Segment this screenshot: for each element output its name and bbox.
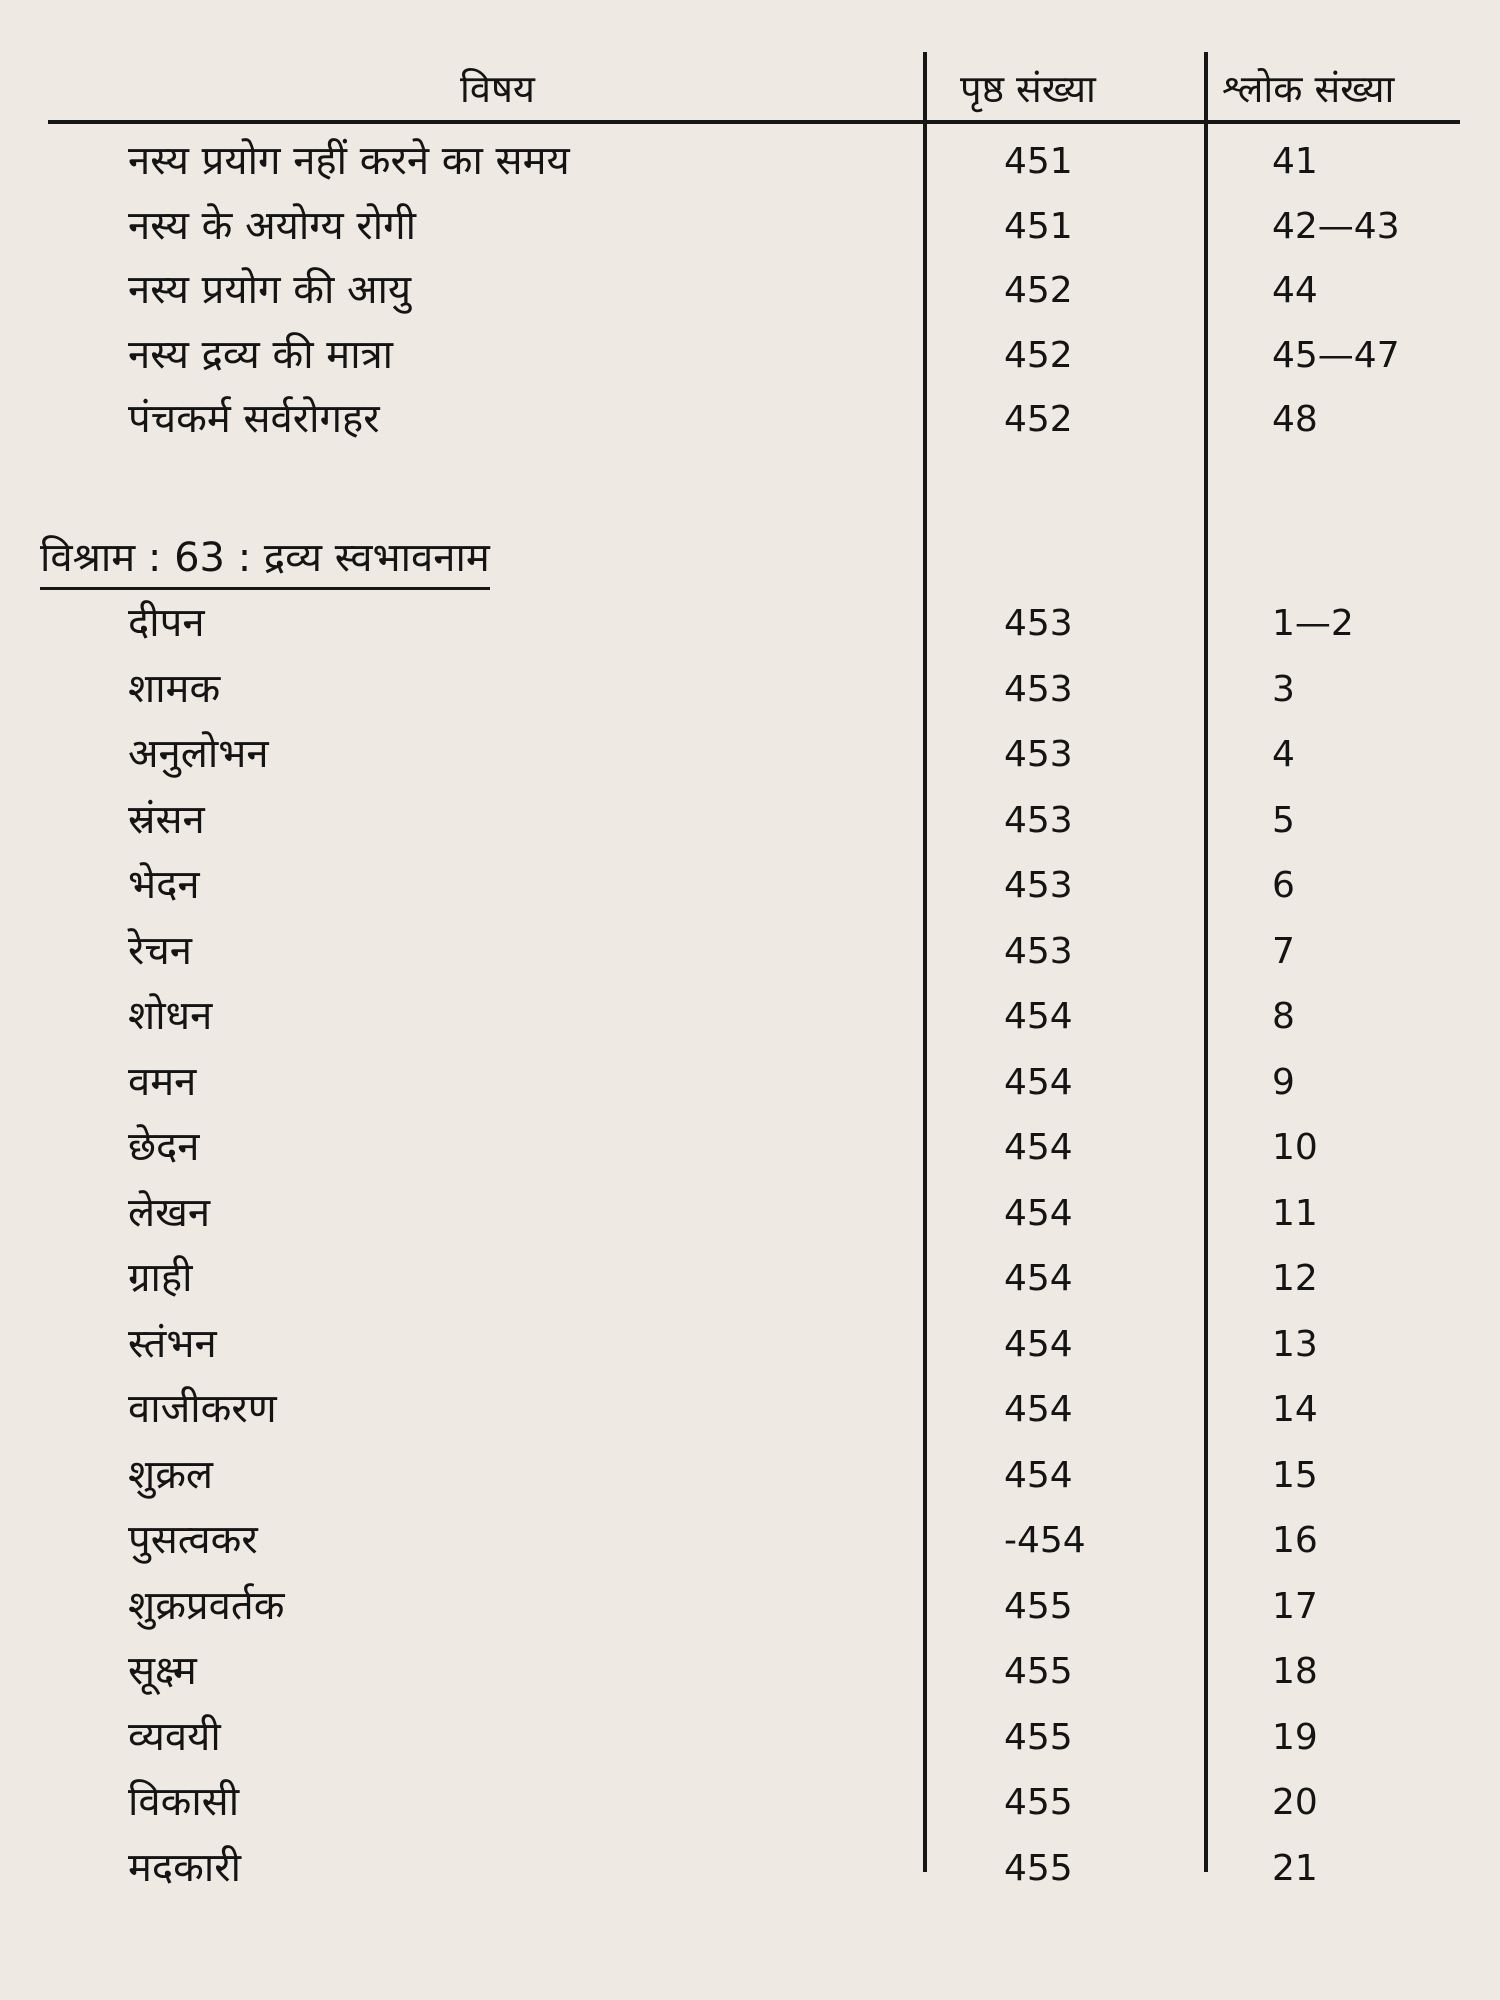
table-row (0, 1043, 1500, 1107)
table-row (0, 1436, 1500, 1500)
topic-text: व्यवयी (128, 1713, 221, 1760)
table-row (0, 650, 1500, 714)
page-number: 453 (1004, 799, 1073, 841)
topic-text: सूक्ष्म (128, 1648, 197, 1694)
shloka-number: 9 (1272, 1061, 1295, 1103)
table-row (0, 715, 1500, 779)
shloka-number: 41 (1272, 141, 1318, 182)
shloka-number: 44 (1272, 270, 1318, 311)
page-number: 454 (1004, 1192, 1073, 1234)
table-row (0, 187, 1500, 251)
page-number: 455 (1004, 1847, 1073, 1889)
table-row (0, 846, 1500, 910)
topic-text: स्रंसन (128, 796, 205, 843)
shloka-number: 19 (1272, 1716, 1318, 1758)
page-number: 453 (1004, 734, 1073, 775)
table-row (0, 1501, 1500, 1565)
shloka-number: 3 (1272, 668, 1295, 710)
table-row (0, 1763, 1500, 1827)
shloka-number: 4 (1272, 734, 1295, 775)
page-number: 454 (1004, 1454, 1073, 1496)
page-number: 454 (1004, 1323, 1073, 1365)
page-number: 454 (1004, 996, 1073, 1037)
table-row (0, 781, 1500, 845)
header-subject: विषय (460, 67, 535, 111)
topic-text: ग्राही (128, 1255, 193, 1301)
table-row (0, 1567, 1500, 1631)
page-number: 454 (1004, 1389, 1073, 1430)
topic-text: वमन (128, 1058, 197, 1105)
shloka-number: 18 (1272, 1651, 1318, 1692)
page-number: 454 (1004, 1061, 1073, 1103)
table-row (0, 1108, 1500, 1172)
table-row (0, 1632, 1500, 1696)
shloka-number: 14 (1272, 1389, 1318, 1430)
table-row (0, 1370, 1500, 1434)
shloka-number: 16 (1272, 1520, 1318, 1561)
shloka-number: 20 (1272, 1782, 1318, 1823)
table-row (0, 912, 1500, 976)
header-page-number: पृष्ठ संख्या (960, 67, 1096, 111)
shloka-number: 42—43 (1272, 205, 1400, 247)
topic-text: लेखन (128, 1189, 211, 1236)
page-number: 451 (1004, 141, 1073, 182)
table-row (0, 584, 1500, 648)
topic-text: विकासी (128, 1779, 240, 1825)
shloka-number: 12 (1272, 1258, 1318, 1299)
topic-text: मदकारी (128, 1844, 241, 1891)
topic-text: दीपन (128, 600, 205, 646)
page-number: 454 (1004, 1127, 1073, 1168)
shloka-number: 6 (1272, 865, 1295, 906)
page-number: 454 (1004, 1258, 1073, 1299)
page-number: 455 (1004, 1651, 1073, 1692)
shloka-number: 21 (1272, 1847, 1318, 1889)
table-row (0, 1698, 1500, 1762)
topic-text: शुक्रप्रवर्तक (128, 1582, 285, 1629)
shloka-number: 17 (1272, 1585, 1318, 1627)
section-heading: विश्राम : 63 : द्रव्य स्वभावनाम (40, 528, 490, 590)
topic-text: पंचकर्म सर्वरोगहर (128, 396, 380, 442)
shloka-number: 48 (1272, 399, 1318, 440)
shloka-number: 8 (1272, 996, 1295, 1037)
topic-text: भेदन (128, 862, 200, 908)
shloka-number: 45—47 (1272, 334, 1400, 376)
page-number: 451 (1004, 205, 1073, 247)
table-row (0, 1174, 1500, 1238)
table-row (0, 1829, 1500, 1893)
table-row (0, 251, 1500, 315)
page-number: -454 (1004, 1520, 1086, 1561)
shloka-number: 10 (1272, 1127, 1318, 1168)
table-row (0, 1239, 1500, 1303)
page-number: 452 (1004, 399, 1073, 440)
topic-text: नस्य प्रयोग नहीं करने का समय (128, 138, 570, 184)
topic-text: नस्य द्रव्य की मात्रा (128, 331, 394, 378)
table-row (0, 380, 1500, 444)
shloka-number: 1—2 (1272, 603, 1354, 644)
topic-text: पुसत्वकर (128, 1517, 258, 1563)
page-number: 455 (1004, 1585, 1073, 1627)
table-row (0, 1305, 1500, 1369)
topic-text: वाजीकरण (128, 1386, 277, 1432)
topic-text: शामक (128, 665, 221, 712)
topic-text: नस्य प्रयोग की आयु (128, 267, 412, 313)
header-shloka-number: श्लोक संख्या (1222, 67, 1395, 111)
page-number: 453 (1004, 930, 1073, 972)
page-number: 453 (1004, 865, 1073, 906)
table-row (0, 316, 1500, 380)
topic-text: स्तंभन (128, 1320, 217, 1367)
shloka-number: 7 (1272, 930, 1295, 972)
page-number: 455 (1004, 1782, 1073, 1823)
topic-text: शुक्रल (128, 1451, 214, 1498)
page-number: 453 (1004, 668, 1073, 710)
page-number: 452 (1004, 270, 1073, 311)
shloka-number: 5 (1272, 799, 1295, 841)
topic-text: रेचन (128, 927, 192, 974)
page-number: 452 (1004, 334, 1073, 376)
table-row (0, 122, 1500, 186)
shloka-number: 15 (1272, 1454, 1318, 1496)
topic-text: नस्य के अयोग्य रोगी (128, 202, 416, 249)
topic-text: अनुलोभन (128, 731, 269, 777)
topic-text: शोधन (128, 993, 213, 1039)
page-number: 455 (1004, 1716, 1073, 1758)
topic-text: छेदन (128, 1124, 200, 1170)
shloka-number: 13 (1272, 1323, 1318, 1365)
shloka-number: 11 (1272, 1192, 1318, 1234)
table-row (0, 977, 1500, 1041)
page-number: 453 (1004, 603, 1073, 644)
